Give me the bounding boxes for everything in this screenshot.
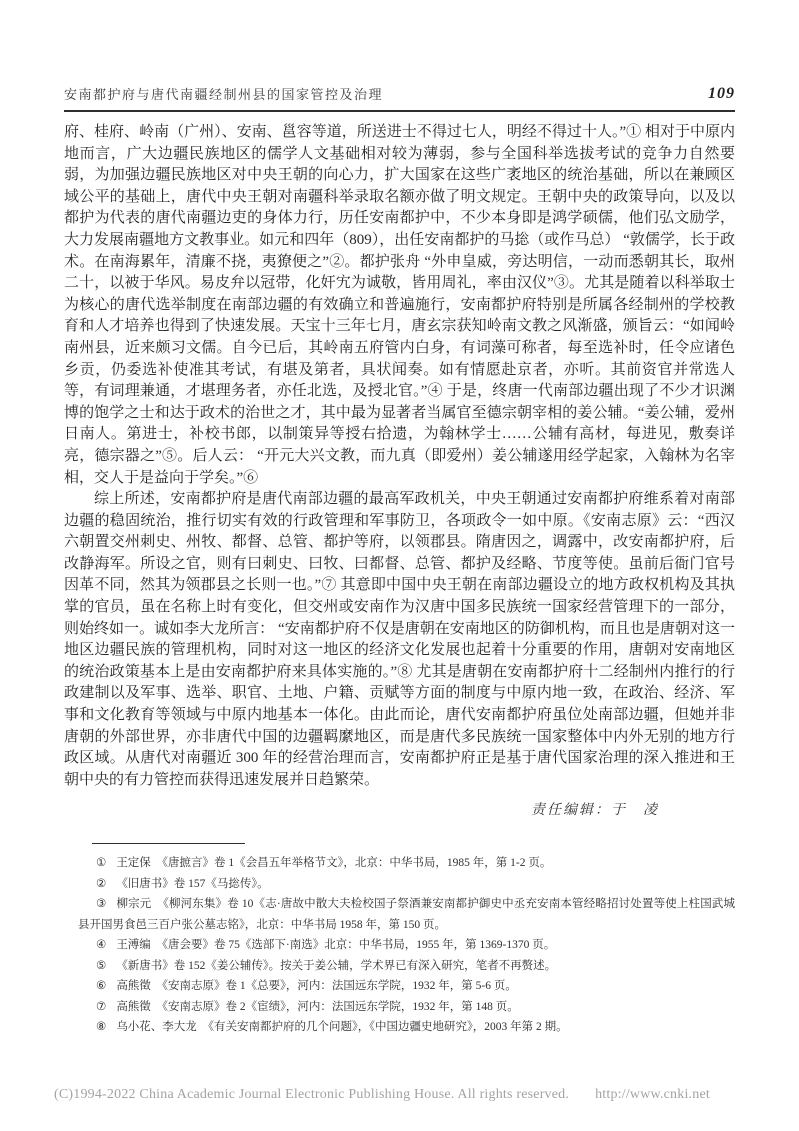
footnote-text: 《旧唐书》卷 157《马捴传》。 (116, 877, 269, 890)
footnote-marker: ⑧ (96, 1021, 107, 1033)
cnki-watermark (54, 1087, 710, 1103)
footnotes-section (64, 843, 735, 1038)
footnote-item (64, 935, 735, 956)
footnote-item (64, 997, 735, 1018)
cnki-url: http://www.cnki.net (595, 1087, 710, 1102)
copyright-text: (C)1994-2022 China Academic Journal Electronic Publishing House. All rights reserved. (54, 1087, 570, 1102)
body-paragraph-2: 综上所述，安南都护府是唐代南部边疆的最高军政机关，中央王朝通过安南都护府维系着对南部边疆的稳固统治，推行切实有效的行政管理和军事防卫，各项政令一如中原。《安南志原》云：“西汉六朝置交州刺史、州牧、都督、总管、都护等府，以领郡县。隋唐因之，调露中，改安南都护府，后改静海军。所设之官，则有曰刺史、曰牧、曰都督、总管、都护及经略、节度等使。虽前后衙门官号因革不同，然其为领郡县之长则一也。”⑦ 其意即中国中央王朝在南部边疆设立的地方政权机构及其执掌的官员，虽在名称上时有变化，但交州或安南作为汉唐中国多民族统一国家经营管理下的一部分，则始终如一。诚如李大龙所言： “安南都护府不仅是唐朝在安南地区的防御机构，而且也是唐朝对这一地区边疆民族的管理机构，同时对这一地区的经济文化发展也起着十分重要的作用，唐朝对安南地区的统治政策基本上是由安南都护府来具体实施的。”⑧ 尤其是唐朝在安南都护府十二经制州内推行的行政建制以及军事、选举、职官、土地、户籍、贡赋等方面的制度与中原内地一致，在政治、经济、军事和文化教育等领域与中原内地基本一体化。由此而论，唐代安南都护府虽位处南部边疆，但她并非唐朝的外部世界，亦非唐代中国的边疆羁縻地区，而是唐代多民族统一国家整体中内外无别的地方行政区域。从唐代对南疆近 300 年的经营治理而言，安南都护府正是基于唐代国家治理的深入推进和王朝中央的有力管控而获得迅速发展并日趋繁荣。 (64, 491, 735, 788)
footnote-item (64, 976, 735, 997)
running-head-row (64, 84, 735, 112)
footnote-marker: ⑦ (96, 1000, 107, 1013)
footnote-item (64, 894, 735, 935)
footnote-marker: ② (96, 877, 107, 890)
footnote-item (64, 956, 735, 977)
footnote-text: 柳宗元 《柳河东集》卷 10《志·唐故中散大夫检校国子祭酒兼安南都护御史中丞充安南本管经略招讨处置等使上柱国武城县开国男食邑三百户张公墓志铭》，北京：中华书局 1958 年，第 150 页。 (78, 898, 736, 931)
footnote-text: 《新唐书》卷 152《姜公辅传》。按关于姜公辅，学术界已有深入研究，笔者不再赘述。 (116, 959, 557, 972)
footnote-text: 高熊徵 《安南志原》卷 2《宦绩》，河内：法国远东学院，1932 年，第 148 页。 (116, 1000, 519, 1013)
footnote-marker: ① (96, 857, 107, 869)
article-body (64, 122, 735, 822)
footnote-item (64, 853, 735, 874)
footnote-text: 王定保 《唐摭言》卷 1《会昌五年举格节文》，北京：中华书局，1985 年，第 1-2 页。 (116, 857, 552, 869)
footnote-marker: ⑤ (96, 959, 107, 972)
footnote-text: 王溥编 《唐会要》卷 75《选部下·南选》北京：中华书局，1955 年，第 1369-1370 页。 (116, 939, 556, 951)
footnote-item (64, 1017, 735, 1038)
footnote-text: 乌小花、李大龙 《有关安南都护府的几个问题》，《中国边疆史地研究》，2003 年第 2 期。 (116, 1021, 568, 1033)
footnote-item (64, 874, 735, 895)
footnote-marker: ④ (96, 939, 107, 951)
running-title: 安南都护府与唐代南疆经制州县的国家管控及治理 (64, 87, 384, 102)
footnote-marker: ⑥ (96, 980, 107, 992)
body-paragraph-1: 府、桂府、岭南（广州）、安南、邕容等道，所送进士不得过七人，明经不得过十人。”① 相对于中原内地而言，广大边疆民族地区的儒学人文基础相对较为薄弱，参与全国科举选拔考试的竞争力自然要弱，为加强边疆民族地区对中央王朝的向心力，扩大国家在这些广袤地区的统治基础，所以在兼顾区域公平的基础上，唐代中央王朝对南疆科举录取名额亦做了明文规定。王朝中央的政策导向，以及以都护为代表的唐代南疆边吏的身体力行，历任安南都护中，不少本身即是鸿学硕儒，他们弘文励学，大力发展南疆地方文教事业。如元和四年（809），出任安南都护的马捴（或作马总） “敦儒学，长于政术。在南海累年，清廉不挠，夷獠便之”②。都护张舟 “外申皇威，旁达明信，一动而悉朝其长，取州二十，以被于华风。易皮弁以冠带，化奸宄为诚敬，皆用周礼，率由汉仪”③。尤其是随着以科举取士为核心的唐代选举制度在南部边疆的有效确立和普遍施行，安南都护府特别是所属各经制州的学校教育和人才培养也得到了快速发展。天宝十三年七月，唐玄宗获知岭南文教之风渐盛，颁旨云：“如闻岭南州县，近来颇习文儒。自今已后，其岭南五府管内白身，有词藻可称者，每至选补时，任令应诸色乡贡，仍委选补使准其考试，有堪及第者，具状闻奏。如有情愿赴京者，亦听。其前资官并常选人等，有词理兼通，才堪理务者，亦任北选，及授北官。”④ 于是，终唐一代南部边疆出现了不少才识渊博的饱学之士和达于政术的治世之才，其中最为显著者当属官至德宗朝宰相的姜公辅。“姜公辅，爱州日南人。第进士，补校书郎，以制策异等授右拾遗，为翰林学士……公辅有高材，每进见，敷奏详亮，德宗器之”⑤。后人云： “开元大兴文教，而九真（即爱州）姜公辅遂用经学起家，入翰林为名宰相，交人于是益向于学矣。”⑥ (64, 124, 735, 486)
editor-credit: 责任编辑：于 凌 (531, 803, 659, 819)
footnote-marker: ③ (96, 898, 107, 910)
footnote-separator (92, 843, 245, 844)
page-number: 109 (708, 85, 735, 102)
running-head (64, 84, 735, 112)
footnote-text: 高熊徵 《安南志原》卷 1《总要》，河内：法国远东学院，1932 年，第 5-6 页。 (116, 980, 517, 992)
